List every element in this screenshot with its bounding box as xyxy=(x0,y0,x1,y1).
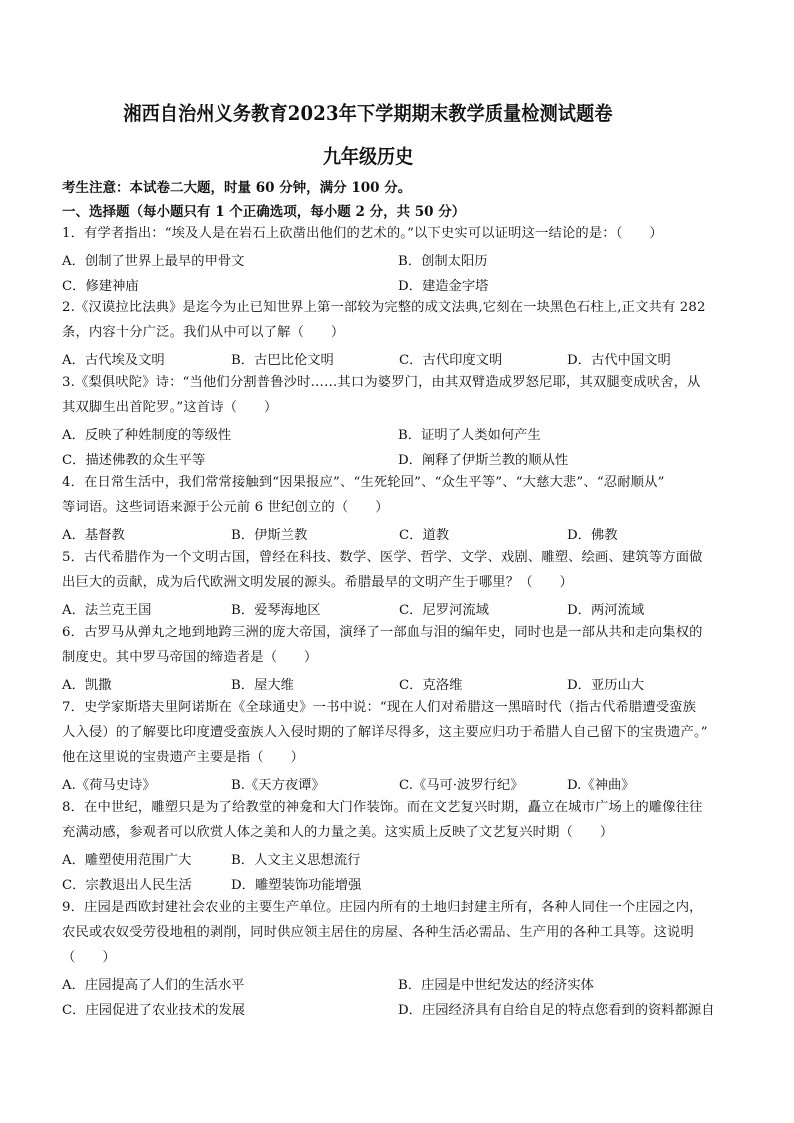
question-7-stem-line-2: 人入侵）的了解要比印度遭受蛮族人入侵时期的了解详尽得多，这主要应归功于希腊人自己留下的宝贵遗产。” xyxy=(62,725,708,740)
exam-title: 湘西自治州义务教育2023年下学期期末教学质量检测试题卷 xyxy=(123,102,613,125)
question-7-option-d: D.《神曲》 xyxy=(567,778,635,793)
question-9-stem-line-2: 农民或农奴受劳役地租的剥削，同时供应领主居住的房屋、各种生活必需品、生产用的各种工具等。这说明 xyxy=(62,925,695,940)
question-9-option-b: B．庄园是中世纪发达的经济实体 xyxy=(398,978,594,993)
question-6-stem-line-2: 制度史。其中罗马帝国的缔造者是（ ） xyxy=(62,650,318,665)
question-2-option-a: A．古代埃及文明 xyxy=(62,353,165,368)
question-6-option-b: B．屋大维 xyxy=(231,678,294,693)
question-4-option-c: C．道教 xyxy=(399,528,450,543)
question-5-stem-line-1: 5．古代希腊作为一个文明古国，曾经在科技、数学、医学、哲学、文学、戏剧、雕塑、绘画、建筑等方面做 xyxy=(62,550,703,565)
question-3-stem-line-2: 其双脚生出首陀罗。”这首诗（ ） xyxy=(62,400,278,415)
question-7-stem-line-1: 7．史学家斯塔夫里阿诺斯在《全球通史》一书中说：“现在人们对希腊这一黑暗时代（指古代希腊遭受蛮族 xyxy=(62,700,697,715)
question-7-stem-line-3: 他在这里说的宝贵遗产主要是指（ ） xyxy=(62,750,305,765)
question-1-option-d: D．建造金字塔 xyxy=(398,279,489,294)
question-4-stem-line-1: 4．在日常生活中，我们常常接触到“因果报应”、“生死轮回”、“众生平等”、“大慈大悲”、“忍耐顺从” xyxy=(62,475,665,490)
question-3-option-a: A．反映了种姓制度的等级性 xyxy=(62,428,232,443)
question-8-option-c: C．宗教退出人民生活 xyxy=(62,878,192,893)
question-1-option-c: C．修建神庙 xyxy=(62,279,139,294)
question-8-option-a: A．雕塑使用范围广大 xyxy=(62,853,192,868)
question-8-option-b: B．人文主义思想流行 xyxy=(231,853,361,868)
exam-subtitle: 九年级历史 xyxy=(322,145,414,168)
question-3-option-d: D．阐释了伊斯兰教的顺从性 xyxy=(398,453,569,468)
question-2-stem-line-2: 条，内容十分广泛。我们从中可以了解（ ） xyxy=(62,325,345,340)
question-6-option-c: C．克洛维 xyxy=(399,678,463,693)
question-5-stem-line-2: 出巨大的贡献，成为后代欧洲文明发展的源头。希腊最早的文明产生于哪里？（ ） xyxy=(62,575,573,590)
question-9-option-d: D．庄园经济具有自给自足的特点您看到的资料都源自 xyxy=(398,1003,715,1018)
section-title: 一、选择题（每小题只有 1 个正确选项，每小题 2 分，共 50 分） xyxy=(62,204,466,220)
question-5-option-d: D．两河流域 xyxy=(567,603,645,618)
question-4-option-a: A．基督教 xyxy=(62,528,125,543)
question-4-stem-line-2: 等词语。这些词语来源于公元前 6 世纪创立的（ ） xyxy=(62,500,389,515)
question-9-stem-line-1: 9．庄园是西欧封建社会农业的主要生产单位。庄园内所有的土地归封建主所有，各种人同住一个庄园之内， xyxy=(62,900,703,915)
question-3-stem-line-1: 3.《梨俱吠陀》诗：“当他们分割普鲁沙时……其口为婆罗门，由其双臂造成罗怒尼耶，其双腿变成吠舍，从 xyxy=(62,375,701,390)
question-6-stem-line-1: 6．古罗马从弹丸之地到地跨三洲的庞大帝国，演绎了一部血与泪的编年史，同时也是一部从共和走向集权的 xyxy=(62,625,703,640)
question-8-option-d: D．雕塑装饰功能增强 xyxy=(231,878,362,893)
question-5-option-b: B．爱琴海地区 xyxy=(231,603,321,618)
question-3-option-b: B．证明了人类如何产生 xyxy=(398,428,541,443)
question-1-stem: 1．有学者指出：“埃及人是在岩石上砍凿出他们的艺术的。”以下史实可以证明这一结论的是：（ ） xyxy=(62,226,663,241)
question-3-option-c: C．描述佛教的众生平等 xyxy=(62,453,206,468)
question-7-option-c: C.《马可·波罗行纪》 xyxy=(399,778,524,793)
question-1-option-b: B．创制太阳历 xyxy=(398,254,488,269)
question-2-option-b: B．古巴比伦文明 xyxy=(231,353,334,368)
question-2-stem-line-1: 2.《汉谟拉比法典》是迄今为止已知世界上第一部较为完整的成文法典,它刻在一块黑色石柱上,正文共有 282 xyxy=(62,300,706,315)
question-1-option-a: A．创制了世界上最早的甲骨文 xyxy=(62,254,245,269)
question-4-option-b: B．伊斯兰教 xyxy=(231,528,308,543)
question-2-option-c: C．古代印度文明 xyxy=(399,353,503,368)
question-2-option-d: D．古代中国文明 xyxy=(567,353,671,368)
question-5-option-c: C．尼罗河流域 xyxy=(399,603,489,618)
question-4-option-d: D．佛教 xyxy=(567,528,618,543)
question-6-option-a: A．凯撒 xyxy=(62,678,112,693)
question-9-option-c: C．庄园促进了农业技术的发展 xyxy=(62,1003,246,1018)
question-5-option-a: A．法兰克王国 xyxy=(62,603,152,618)
question-8-stem-line-2: 充满动感，参观者可以欣赏人体之美和人的力量之美。这实质上反映了文艺复兴时期（ ） xyxy=(62,825,614,840)
question-9-option-a: A．庄园提高了人们的生活水平 xyxy=(62,978,245,993)
question-7-option-b: B.《天方夜谭》 xyxy=(231,778,325,793)
question-9-stem-line-3: （ ） xyxy=(62,950,116,965)
exam-notice: 考生注意：本试卷二大题，时量 60 分钟，满分 100 分。 xyxy=(62,180,412,196)
question-8-stem-line-1: 8．在中世纪，雕塑只是为了给教堂的神龛和大门作装饰。而在文艺复兴时期，矗立在城市广场上的雕像往往 xyxy=(62,800,703,815)
question-6-option-d: D．亚历山大 xyxy=(567,678,645,693)
question-7-option-a: A.《荷马史诗》 xyxy=(62,778,156,793)
